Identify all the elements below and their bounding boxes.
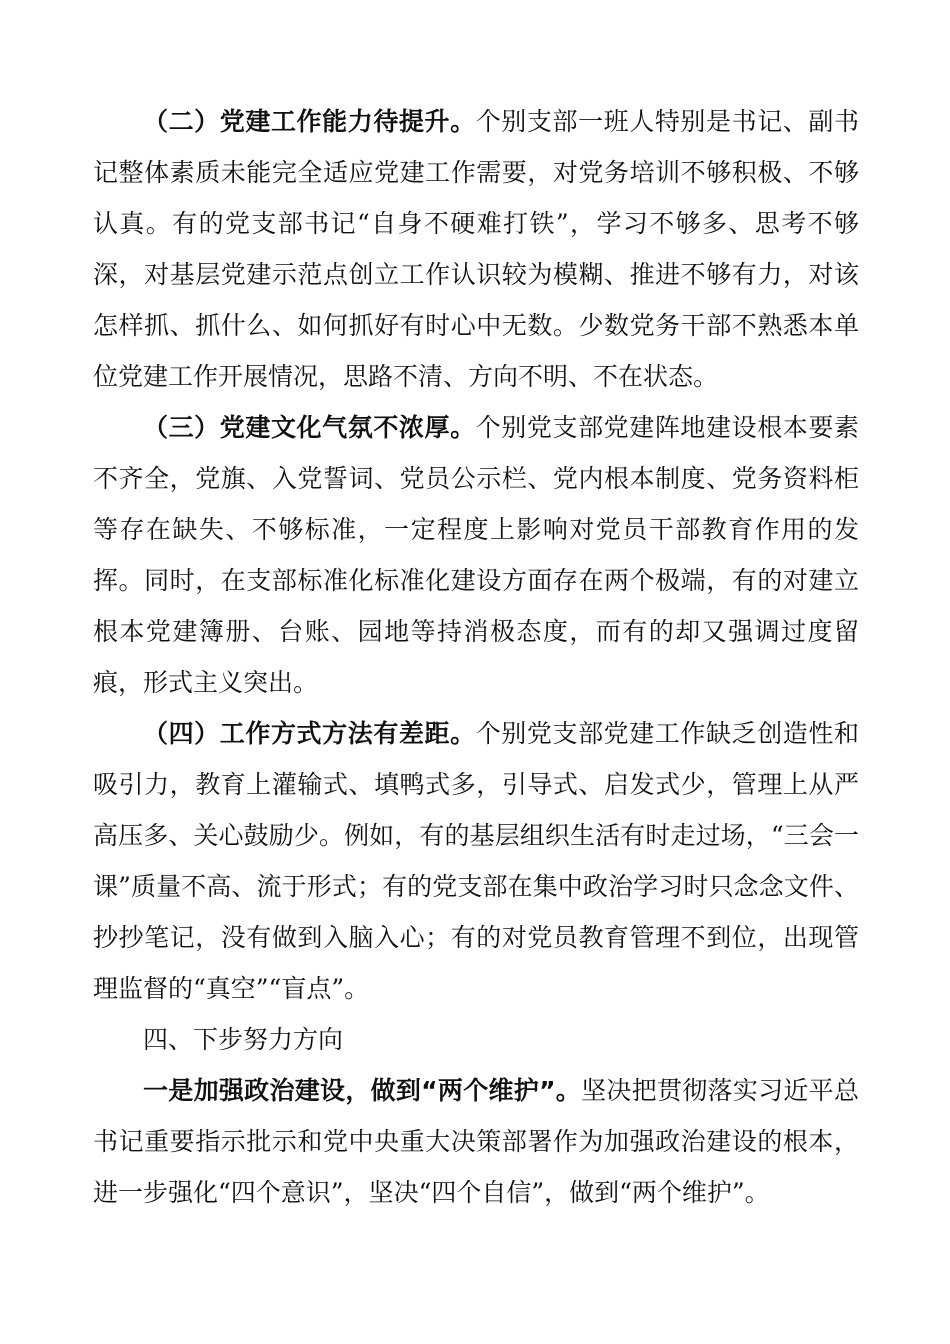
paragraph-text: 个别支部一班人特别是书记、副书记整体素质未能完全适应党建工作需要，对党务培训不够积极、不够认真。有的党支部书记“自身不硬难打铁”，学习不够多、思考不够深，对基层党建示范点创立工作认识较为模糊、推进不够有力，对该怎样抓、抓什么、如何抓好有时心中无数。少数党务干部不熟悉本单位党建工作开展情况，思路不清、方向不明、不在状态。 [93,107,859,391]
document-body [93,96,859,1218]
paragraph-party-building-capability [93,96,859,402]
paragraph-political-construction [93,1065,859,1218]
paragraph-work-methods [93,708,859,1014]
paragraph-lead: （三）党建文化气氛不浓厚。 [143,413,476,442]
paragraph-text: 坚决把贯彻落实习近平总书记重要指示批示和党中央重大决策部署作为加强政治建设的根本，进一步强化“四个意识”，坚决“四个自信”，做到“两个维护”。 [93,1076,859,1207]
paragraph-party-culture-atmosphere [93,402,859,708]
paragraph-text: 个别党支部党建工作缺乏创造性和吸引力，教育上灌输式、填鸭式多，引导式、启发式少，管理上从严高压多、关心鼓励少。例如，有的基层组织生活有时走过场，“三会一课”质量不高、流于形式；有的党支部在集中政治学习时只念念文件、抄抄笔记，没有做到入脑入心；有的对党员教育管理不到位，出现管理监督的“真空”“盲点”。 [93,719,859,1003]
paragraph-lead: 一是加强政治建设，做到“两个维护”。 [143,1076,582,1105]
paragraph-text: 个别党支部党建阵地建设根本要素不齐全，党旗、入党誓词、党员公示栏、党内根本制度、党务资料柜等存在缺失、不够标准，一定程度上影响对党员干部教育作用的发挥。同时，在支部标准化标准化建设方面存在两个极端，有的对建立根本党建簿册、台账、园地等持消极态度，而有的却又强调过度留痕，形式主义突出。 [93,413,859,697]
paragraph-lead: （二）党建工作能力待提升。 [143,107,476,136]
paragraph-lead: （四）工作方式方法有差距。 [143,719,476,748]
section-heading: 四、下步努力方向 [143,1025,344,1054]
